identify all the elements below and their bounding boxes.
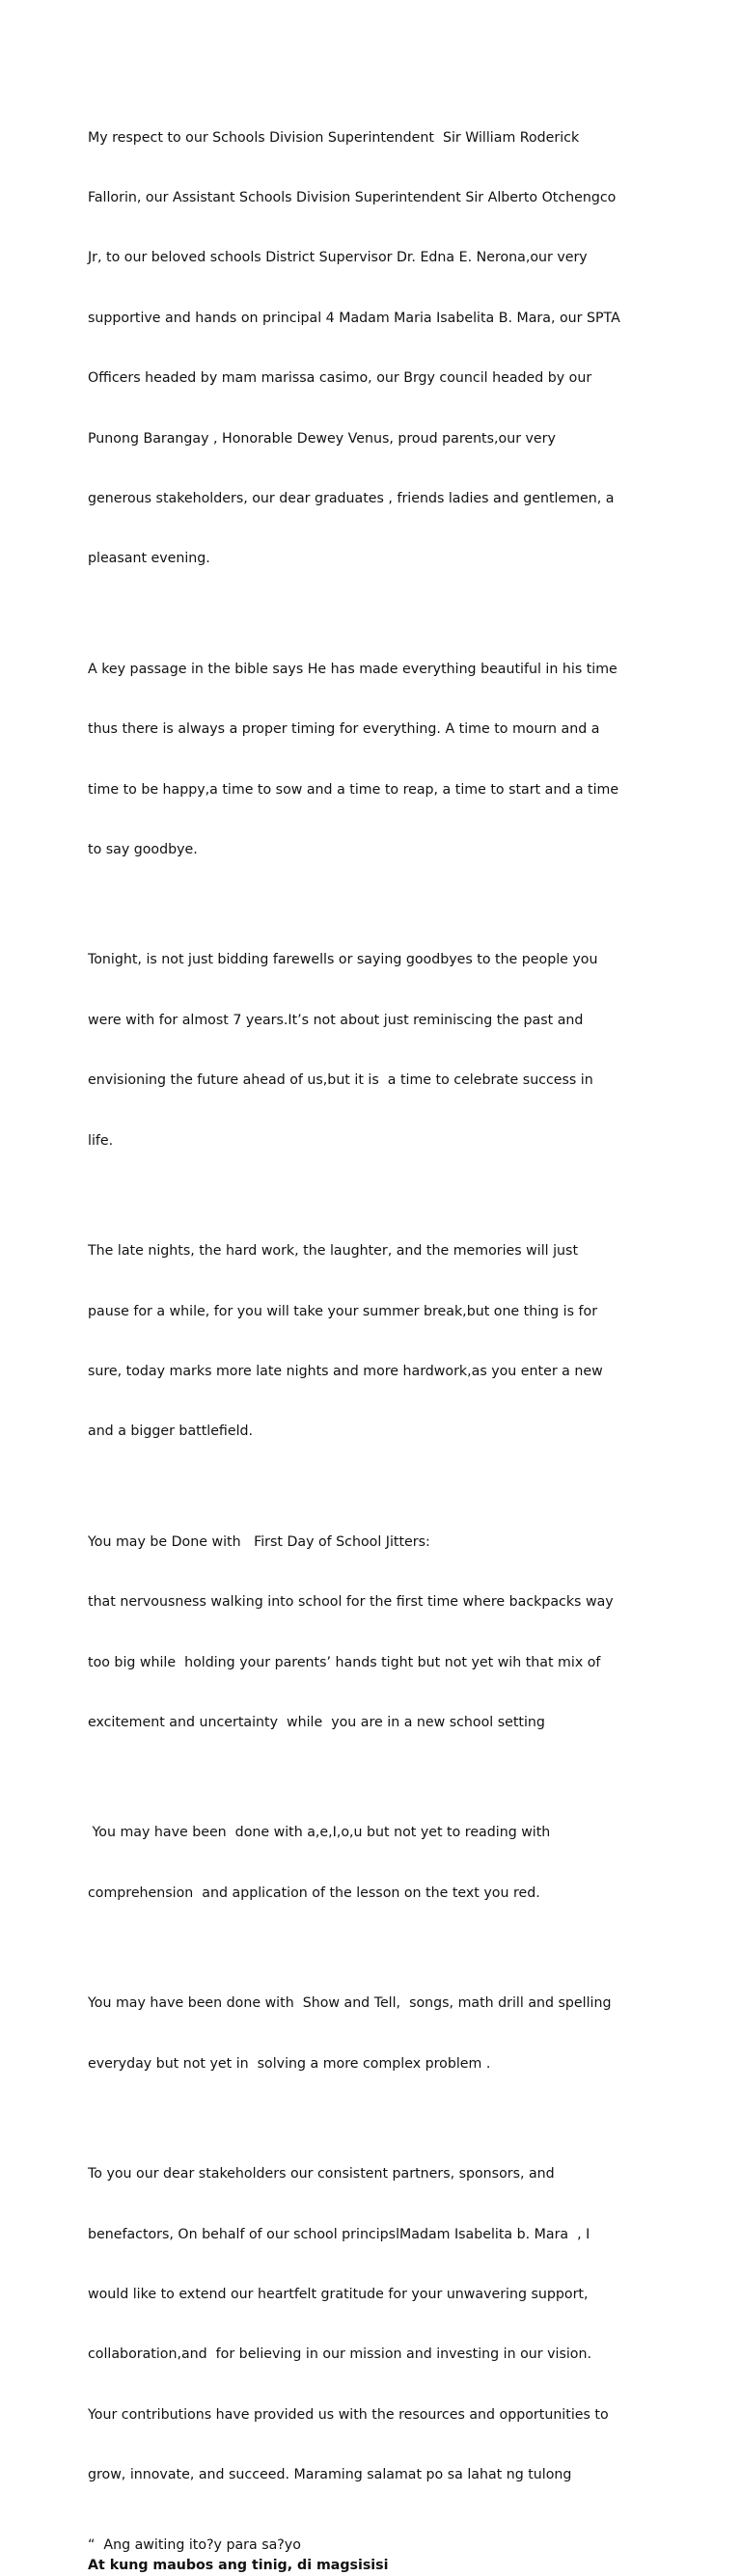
text-line: Officers headed by mam marissa casimo, our Brgy council headed by our [88,370,592,387]
text-line: Fallorin, our Assistant Schools Division Superintendent Sir Alberto Otchengco [88,189,617,205]
quote-line: “ Ang awiting ito?y para sa?yo [88,2537,301,2554]
text-line: Jr, to our beloved schools District Supervisor Dr. Edna E. Nerona,our very [88,250,588,266]
paragraph-first-day-jitters [88,1492,667,1773]
text-line: Your contributions have provided us with the resources and opportunities to [88,2406,609,2423]
text-line: were with for almost 7 years.It’s not about just reminiscing the past and [88,1012,584,1028]
document-body [88,88,667,2576]
text-line: grow, innovate, and succeed. Maraming salamat po sa lahat ng tulong [88,2467,572,2483]
paragraph-late-nights [88,1202,667,1482]
text-line: everyday but not yet in solving a more complex problem . [88,2055,491,2072]
text-line: pause for a while, for you will take your summer break,but one thing is for [88,1303,598,1319]
text-line: thus there is always a proper timing for everything. A time to mourn and a [88,721,600,738]
paragraph-vowels [88,1783,667,1943]
text-line: benefactors, On behalf of our school principslMadam Isabelita b. Mara , I [88,2226,590,2242]
text-line: collaboration,and for believing in our mission and investing in our vision. [88,2346,591,2363]
text-line: would like to extend our heartfelt gratitude for your unwavering support, [88,2286,589,2302]
text-line: time to be happy,a time to sow and a time to reap, a time to start and a time [88,781,619,798]
paragraph-greetings [88,88,667,610]
text-line: Punong Barangay , Honorable Dewey Venus, proud parents,our very [88,430,556,447]
text-line: comprehension and application of the lesson on the text you red. [88,1885,540,1901]
bold-line: At kung maubos ang tinig, di magsisisi [88,2557,389,2573]
text-line: My respect to our Schools Division Superintendent Sir William Roderick [88,129,580,146]
text-line: supportive and hands on principal 4 Madam Maria Isabelita B. Mara, our SPTA [88,310,620,326]
text-line: You may have been done with Show and Tell, songs, math drill and spelling [88,1995,612,2012]
text-line: The late nights, the hard work, the laughter, and the memories will just [88,1243,579,1260]
text-line: You may have been done with a,e,I,o,u but not yet to reading with [88,1825,551,1841]
paragraph-tonight [88,910,667,1191]
paragraph-bible-passage [88,619,667,900]
paragraph-show-and-tell [88,1954,667,2114]
text-line: life. [88,1132,114,1149]
text-line: excitement and uncertainty while you are in a new school setting [88,1714,545,1730]
text-line: and a bigger battlefield. [88,1424,254,1440]
text-line: To you our dear stakeholders our consistent partners, sponsors, and [88,2166,555,2183]
text-line: You may be Done with First Day of School Jitters: [88,1533,430,1550]
text-line: too big while holding your parents’ hands tight but not yet wih that mix of [88,1654,601,1670]
text-line: Tonight, is not just bidding farewells or saying goodbyes to the people you [88,952,598,968]
text-line: A key passage in the bible says He has made everything beautiful in his time [88,661,618,677]
text-line: to say goodbye. [88,841,198,857]
text-line: generous stakeholders, our dear graduates , friends ladies and gentlemen, a [88,490,615,506]
text-line: pleasant evening. [88,551,210,567]
paragraph-stakeholders [88,2125,667,2526]
closing-lyrics [88,2535,667,2576]
text-line: sure, today marks more late nights and more hardwork,as you enter a new [88,1363,603,1379]
text-line: that nervousness walking into school for the first time where backpacks way [88,1594,614,1611]
text-line: envisioning the future ahead of us,but it is a time to celebrate success in [88,1072,593,1089]
